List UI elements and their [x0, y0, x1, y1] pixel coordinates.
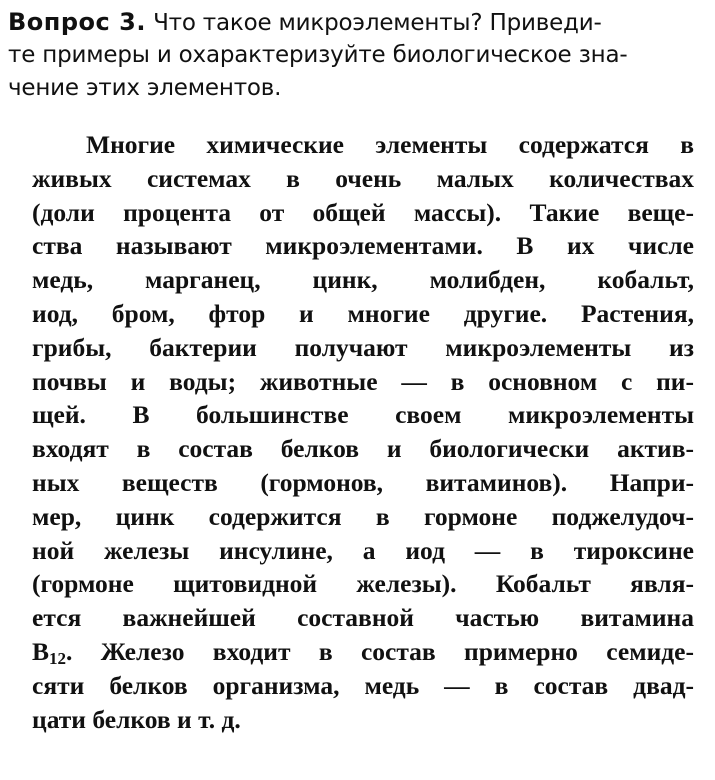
question-text-1: Что такое микроэлементы? Приведи-: [153, 10, 602, 36]
question-line-3: чение этих элементов.: [8, 75, 282, 101]
answer-line: ных веществ (гормонов, витаминов). Напри-: [32, 467, 694, 497]
answer-line: щей. В большинстве своем микроэлементы: [32, 400, 694, 430]
answer-line: иод, бром, фтор и многие другие. Растения,: [32, 298, 694, 328]
answer-line-final: цати белков и т. д.: [32, 704, 241, 734]
answer-line: ной железы инсулине, а иод — в тироксине: [32, 535, 694, 565]
answer-line: входят в состав белков и биологически актив-: [32, 434, 694, 464]
vitamin-b12-rest: . Железо входит в состав примерно семиде-: [66, 636, 694, 666]
answer-line: ется важнейшей составной частью витамина: [32, 603, 694, 633]
vitamin-b12-subscript: 12: [49, 648, 67, 668]
vitamin-b12-base: B: [32, 636, 50, 666]
answer-line: ства называют микроэлементами. В их числе: [32, 231, 694, 261]
answer-line: почвы и воды; животные — в основном с пи-: [32, 366, 694, 396]
question-line-2: те примеры и охарактеризуйте биологическое зна-: [8, 42, 628, 68]
answer-line: Многие химические элементы содержатся в: [86, 130, 694, 159]
answer-line: живых системах в очень малых количествах: [32, 163, 694, 193]
answer-line: сяти белков организма, медь — в состав двад-: [32, 670, 694, 700]
question-line-1: [8, 6, 708, 39]
answer-line: (доли процента от общей массы). Такие веще-: [32, 197, 694, 227]
answer-line-b12: [32, 635, 694, 669]
answer-line: медь, марганец, цинк, молибден, кобальт,: [32, 265, 694, 295]
answer-paragraph: [32, 128, 694, 736]
question-block: [8, 6, 708, 105]
answer-line: (гормоне щитовидной железы). Кобальт явля-: [32, 569, 694, 599]
question-label: Вопрос 3.: [8, 8, 146, 36]
answer-line: грибы, бактерии получают микроэлементы из: [32, 332, 694, 362]
answer-line: мер, цинк содержится в гормоне поджелудоч-: [32, 501, 694, 531]
